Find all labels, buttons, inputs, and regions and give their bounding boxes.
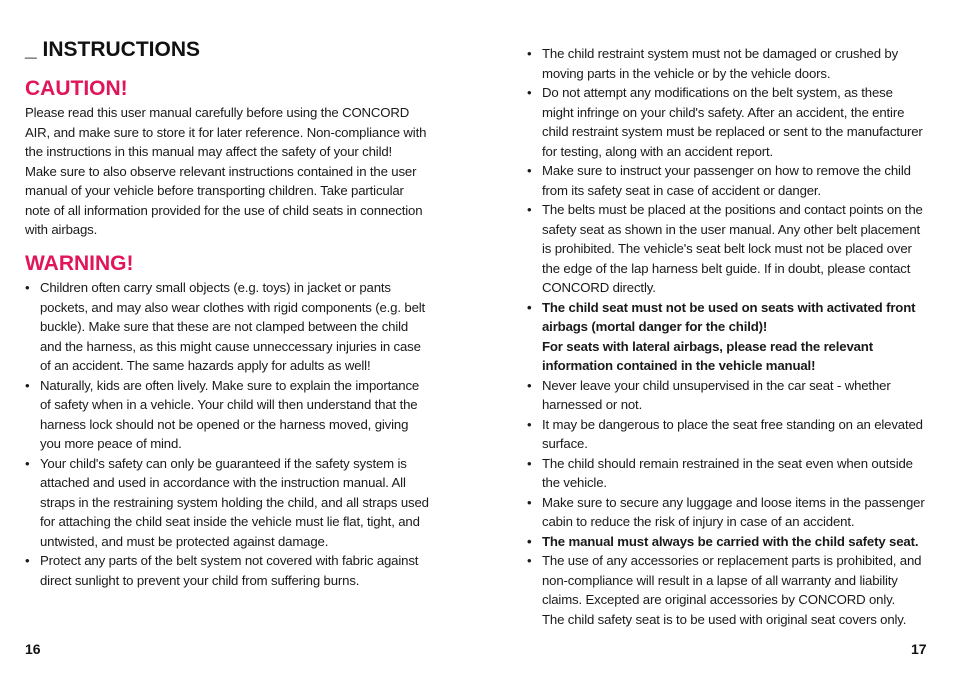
warning-list xyxy=(25,278,430,590)
list-item-text: Never leave your child unsupervised in the car seat - whether harnessed or not. xyxy=(542,377,891,412)
caution-heading: CAUTION! xyxy=(25,77,128,100)
list-item-text: The manual must always be carried with the child safety seat. xyxy=(542,533,919,549)
caution-body xyxy=(25,103,430,240)
list-item xyxy=(527,200,927,298)
list-item xyxy=(527,454,927,493)
list-item-text: The child should remain restrained in the seat even when outside the vehicle. xyxy=(542,455,913,490)
list-item-text: • The child seat must not be used on seats with activated front airbags (mortal danger for the child)! xyxy=(542,299,916,334)
list-item xyxy=(527,161,927,200)
list-item xyxy=(527,376,927,415)
list-item-text: Do not attempt any modifications on the belt system, as these might infringe on your child's safety. After an accident, the entire child restraint system must be replaced or sent to the manufacturer for testing, along with an accident report. xyxy=(542,85,923,159)
list-item xyxy=(527,83,927,161)
list-item-text: Make sure to instruct your passenger on how to remove the child from its safety seat in case of accident or danger. xyxy=(542,163,911,198)
list-item xyxy=(527,44,927,83)
list-item: • Children often carry small objects (e.g. toys) in jacket or pants pockets, and may also wear clothes with rigid components (e.g. belt buckle). Make sure that these are not clamped between the child and the harness, as this might cause unneccessary injuries in case of an accident. The same hazards apply for adults as well! xyxy=(25,278,430,376)
caution-paragraph: Please read this user manual carefully before using the CONCORD AIR, and make sure to store it for later reference. Non-compliance with the instructions in this manual may affect the safety of your child! xyxy=(25,105,427,159)
list-item: • Protect any parts of the belt system not covered with fabric against direct sunlight to prevent your child from suffering burns. xyxy=(25,551,430,590)
list-item: • Naturally, kids are often lively. Make sure to explain the importance of safety when in a vehicle. Your child will then understand that the harness lock should not be opened or the harness moved, giving you more peace of mind. xyxy=(25,376,430,454)
warning-heading: WARNING! xyxy=(25,252,134,275)
page-number-right: 17 xyxy=(911,641,927,657)
list-item xyxy=(527,551,927,629)
list-item xyxy=(527,493,927,532)
caution-paragraph: Make sure to also observe relevant instructions contained in the user manual of your vehicle before transporting children. Take particular note of all information provided for the use of child seats in connection with airbags. xyxy=(25,163,423,237)
page-number-left: 16 xyxy=(25,641,41,657)
list-item-text: The child restraint system must not be damaged or crushed by moving parts in the vehicle or by the vehicle doors. xyxy=(542,46,899,81)
list-item-extra: The child safety seat is to be used with original seat covers only. xyxy=(542,611,907,627)
list-item-text: It may be dangerous to place the seat free standing on an elevated surface. xyxy=(542,416,923,451)
list-item xyxy=(527,532,927,552)
list-item: • Your child's safety can only be guaranteed if the safety system is attached and used in accordance with the instruction manual. All straps in the restraining system holding the child, and all straps used for attaching the child seat inside the vehicle must lie flat, tight, and untwisted, and must be protected against damage. xyxy=(25,454,430,552)
list-item-text: Make sure to secure any luggage and loose items in the passenger cabin to reduce the risk of injury in case of an accident. xyxy=(542,494,925,529)
list-item xyxy=(527,298,927,376)
list-item-extra: For seats with lateral airbags, please read the relevant information contained in the vehicle manual! xyxy=(542,338,873,373)
section-title: _ INSTRUCTIONS xyxy=(25,38,201,61)
list-item-text: • The use of any accessories or replacement parts is prohibited, and non-compliance will result in a lapse of all warranty and liability claims. Excepted are original accessories by CONCORD only. xyxy=(542,553,922,607)
list-item xyxy=(527,415,927,454)
instructions-list xyxy=(527,44,927,629)
list-item-text: The belts must be placed at the positions and contact points on the safety seat as shown in the user manual. Any other belt placement is prohibited. The vehicle's seat belt lock must not be placed over the edge of the lap harness belt guide. If in doubt, please contact CONCORD directly. xyxy=(542,202,923,295)
